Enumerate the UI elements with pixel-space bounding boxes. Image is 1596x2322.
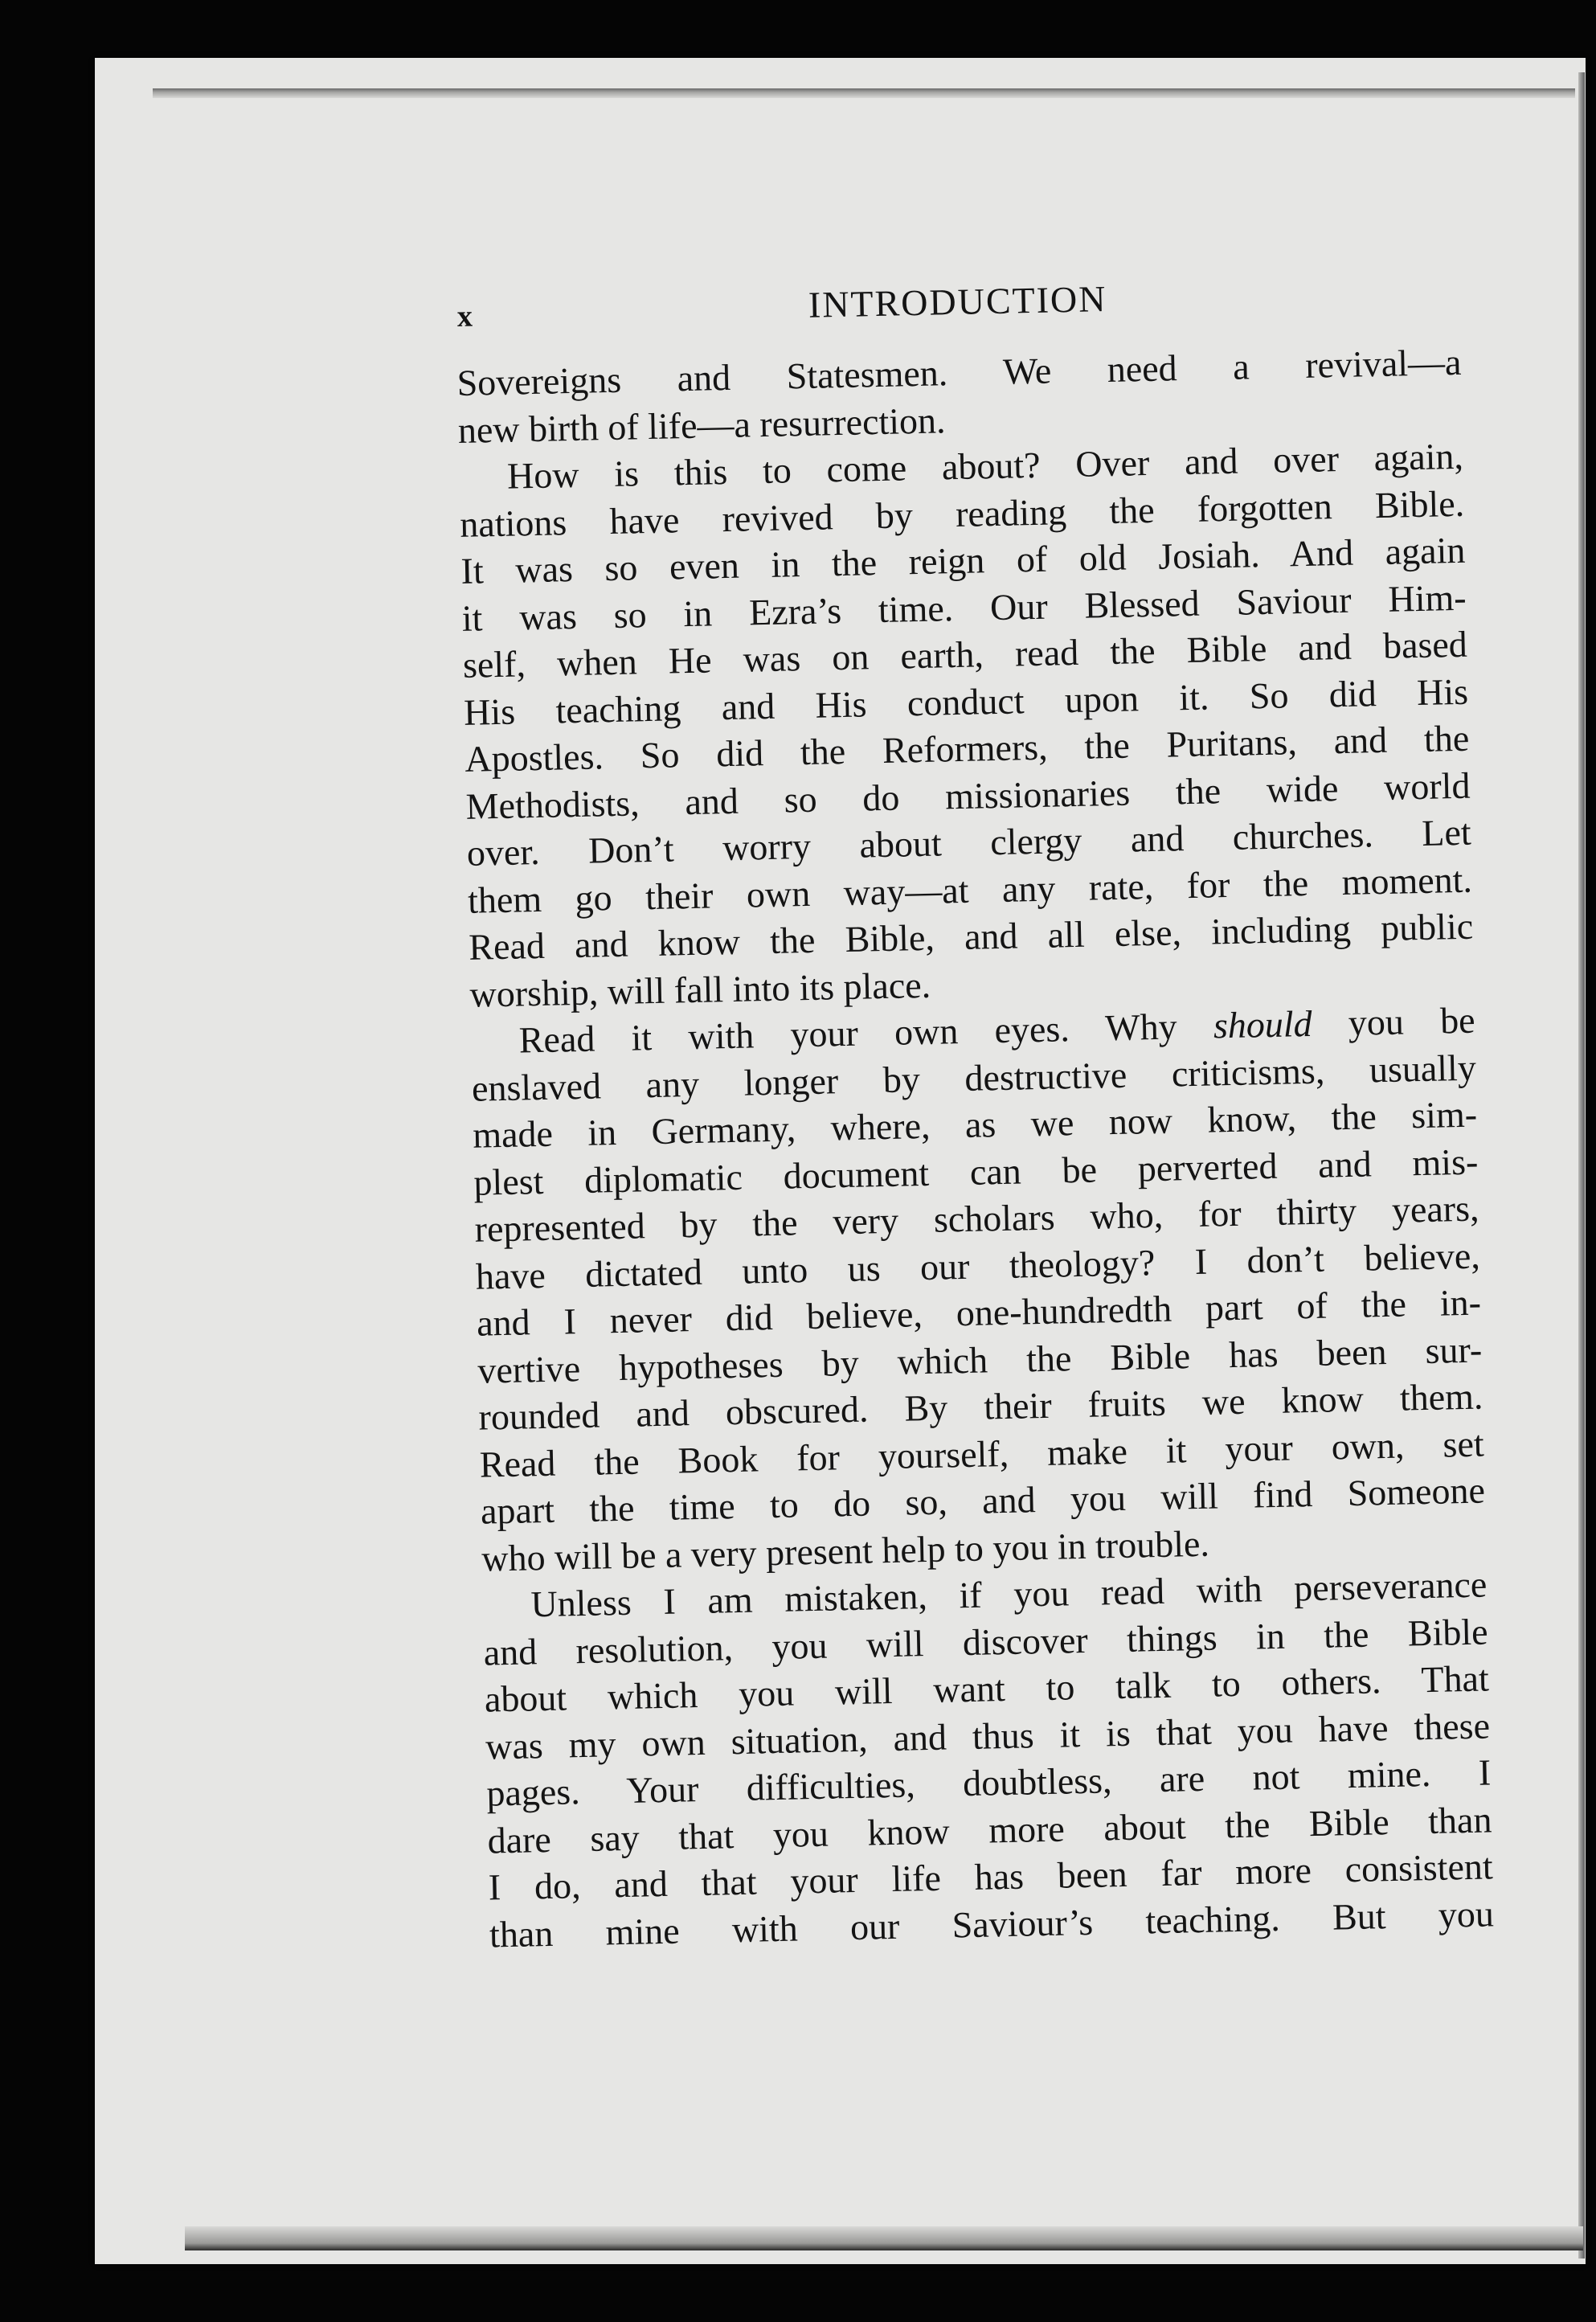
body-text: [456, 339, 1494, 1959]
text-line: made in Germany, where, as we now know, the sim-: [472, 1093, 1478, 1156]
text-line: new birth of life—a resurrection.: [457, 399, 946, 451]
text-line: plest diplomatic document can be perverted and mis-: [473, 1141, 1479, 1203]
text-segment: you be: [1348, 999, 1476, 1043]
text-line: How is this to come about? Over and over again,: [506, 435, 1464, 497]
text-line: It was so even in the reign of old Josiah. And again: [460, 529, 1466, 592]
page-content: [455, 260, 1494, 1959]
text-line: worship, will fall into its place.: [469, 964, 931, 1015]
text-line: I do, and that your life has been far more consistent: [488, 1845, 1494, 1908]
text-line: nations have revived by reading the forgotten Bible.: [459, 482, 1465, 545]
text-line: dare say that you know more about the Bible than: [487, 1798, 1492, 1861]
page-number: x: [456, 299, 474, 334]
running-title: INTRODUCTION: [808, 278, 1107, 326]
text-line: Sovereigns and Statesmen. We need a revival—a: [456, 341, 1462, 403]
text-line: apart the time to do so, and you will find Someone: [480, 1469, 1486, 1532]
text-line: vertive hypotheses by which the Bible has been sur-: [477, 1329, 1483, 1391]
text-line: self, when He was on earth, read the Bible and based: [462, 623, 1468, 686]
text-line: was my own situation, and thus it is that you have these: [485, 1704, 1491, 1767]
text-line: them go their own way—at any rate, for the moment.: [467, 858, 1473, 921]
text-line: it was so in Ezra’s time. Our Blessed Saviour Him-: [461, 576, 1467, 639]
text-line: rounded and obscured. By their fruits we know them.: [478, 1375, 1483, 1438]
text-segment: Read it with your own eyes. Why: [518, 1005, 1178, 1061]
text-line: enslaved any longer by destructive criticisms, usually: [471, 1046, 1477, 1109]
text-line: pages. Your difficulties, doubtless, are not mine. I: [485, 1751, 1492, 1814]
page-bottom-edge: [185, 2226, 1583, 2250]
text-line: Methodists, and so do missionaries the wide world: [465, 764, 1471, 827]
text-line: about which you will want to talk to others. That: [484, 1657, 1490, 1720]
text-line: and resolution, you will discover things in the Bible: [483, 1610, 1488, 1673]
text-line: over. Don’t worry about clergy and churches. Let: [466, 811, 1472, 874]
page-top-edge: [153, 88, 1575, 98]
page-right-edge: [1578, 72, 1585, 2259]
text-line: His teaching and His conduct upon it. So did His: [463, 670, 1469, 733]
text-line: Unless I am mistaken, if you read with perseverance: [530, 1563, 1488, 1625]
text-line: than mine with our Saviour’s teaching. But you: [489, 1892, 1495, 1955]
text-line: Read and know the Bible, and all else, including public: [468, 905, 1474, 968]
italic-word: should: [1213, 1002, 1313, 1046]
text-line: Apostles. So did the Reformers, the Puritans, and the: [464, 717, 1470, 780]
text-line: and I never did believe, one-hundredth part of the in-: [476, 1281, 1482, 1344]
text-line: Read the Book for yourself, make it your own, set: [479, 1423, 1485, 1485]
text-line: who will be a very present help to you in trouble.: [481, 1522, 1210, 1579]
text-line: have dictated unto us our theology? I don’t believe,: [475, 1235, 1481, 1297]
text-line: represented by the very scholars who, for thirty years,: [474, 1187, 1479, 1250]
